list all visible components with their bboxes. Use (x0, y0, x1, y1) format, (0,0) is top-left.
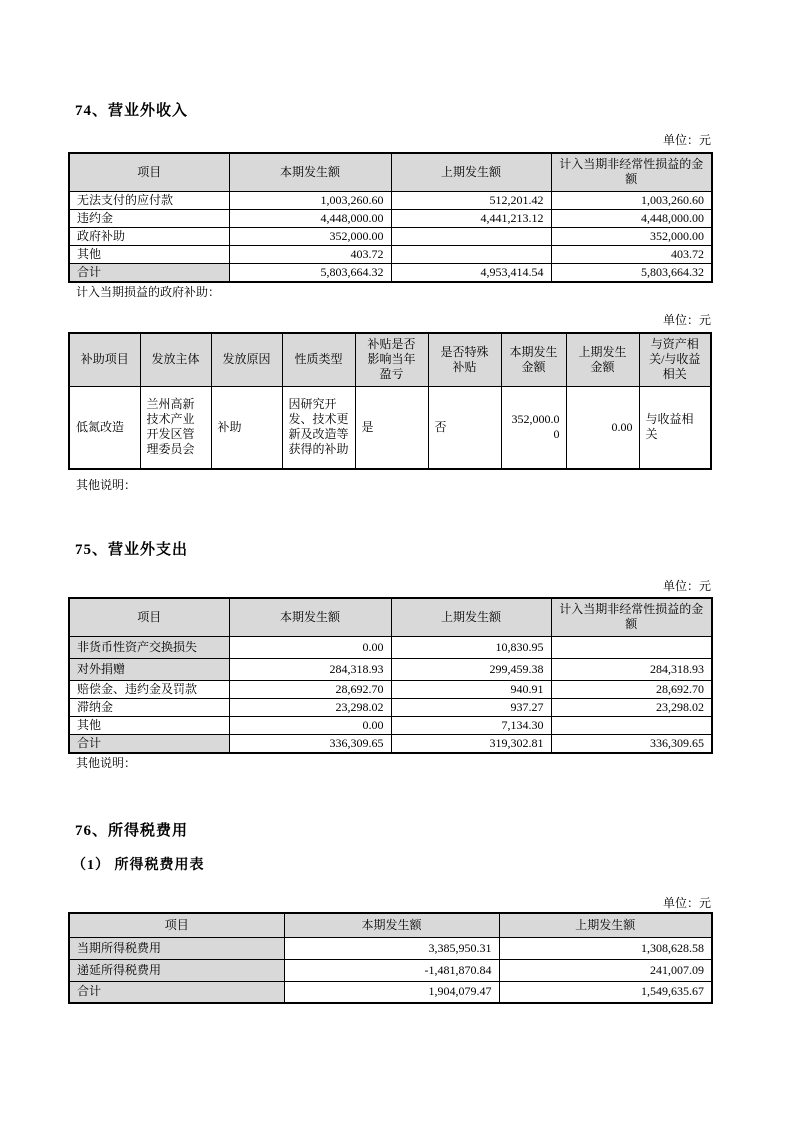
affects-pl-cell: 是 (355, 386, 428, 469)
unit-label: 单位：元 (662, 896, 711, 910)
item-cell: 非货币性资产交换损失 (69, 636, 229, 658)
amount-cell: 284,318.93 (229, 658, 391, 680)
table-row (69, 245, 712, 263)
unit-label: 单位：元 (662, 133, 711, 147)
item-cell: 赔偿金、违约金及罚款 (69, 680, 229, 698)
table-row (69, 680, 712, 698)
item-cell: 当期所得税费用 (69, 937, 284, 959)
amount-cell: 4,441,213.12 (391, 209, 551, 227)
column-header: 项目 (69, 598, 229, 636)
column-header: 计入当期非经常性损益的金额 (551, 153, 712, 191)
table-row (69, 716, 712, 734)
amount-cell: 7,134.30 (391, 716, 551, 734)
item-cell: 其他 (69, 245, 229, 263)
table-row (69, 937, 712, 959)
amount-cell: 4,448,000.00 (551, 209, 712, 227)
grantor-cell: 兰州高新技术产业开发区管理委员会 (140, 386, 211, 469)
amount-cell: 319,302.81 (391, 734, 551, 753)
non-operating-expense-table (68, 597, 713, 754)
amount-cell: 1,308,628.58 (499, 937, 712, 959)
special-subsidy-cell: 否 (428, 386, 501, 469)
amount-cell: 3,385,950.31 (284, 937, 499, 959)
amount-cell: 28,692.70 (229, 680, 391, 698)
amount-cell: 1,904,079.47 (284, 981, 499, 1003)
amount-cell: 1,003,260.60 (551, 191, 712, 209)
amount-cell (551, 716, 712, 734)
column-header: 本期发生额 (284, 913, 499, 937)
amount-cell: 284,318.93 (551, 658, 712, 680)
column-header: 上期发生额 (391, 153, 551, 191)
amount-cell: -1,481,870.84 (284, 959, 499, 981)
table-row (69, 386, 711, 469)
column-header: 本期发生金额 (501, 333, 566, 386)
column-header: 上期发生额 (499, 913, 712, 937)
total-row (69, 263, 712, 282)
amount-cell: 403.72 (229, 245, 391, 263)
nature-cell: 因研究开发、技术更新及改造等获得的补助 (282, 386, 355, 469)
item-cell: 其他 (69, 716, 229, 734)
amount-cell: 4,448,000.00 (229, 209, 391, 227)
amount-cell: 299,459.38 (391, 658, 551, 680)
amount-cell: 23,298.02 (229, 698, 391, 716)
amount-cell: 336,309.65 (551, 734, 712, 753)
total-label-cell: 合计 (69, 263, 229, 282)
unit-label: 单位：元 (662, 313, 711, 327)
related-to-cell: 与收益相关 (639, 386, 711, 469)
column-header: 是否特殊补贴 (428, 333, 501, 386)
amount-cell: 28,692.70 (551, 680, 712, 698)
table-row (69, 227, 712, 245)
other-note-text: 其他说明： (76, 756, 137, 770)
amount-cell (551, 636, 712, 658)
section-75-heading: 75、营业外支出 (75, 542, 189, 558)
table-header-row (69, 913, 712, 937)
table-header-row (69, 333, 711, 386)
subsidy-intro-text: 计入当期损益的政府补助： (76, 285, 221, 299)
total-label-cell: 合计 (69, 734, 229, 753)
income-tax-expense-table (68, 912, 713, 1004)
item-cell: 对外捐赠 (69, 658, 229, 680)
subsidy-project-cell: 低氮改造 (69, 386, 140, 469)
section-76-heading: 76、所得税费用 (75, 823, 189, 839)
table-row (69, 191, 712, 209)
amount-cell: 352,000.00 (551, 227, 712, 245)
section-76-subheading: （1） 所得税费用表 (72, 858, 205, 873)
unit-label: 单位：元 (662, 579, 711, 593)
column-header: 发放原因 (211, 333, 282, 386)
column-header: 补贴是否影响当年盈亏 (355, 333, 428, 386)
table-row (69, 959, 712, 981)
column-header: 项目 (69, 913, 284, 937)
item-cell: 滞纳金 (69, 698, 229, 716)
amount-cell: 5,803,664.32 (229, 263, 391, 282)
non-operating-income-table (68, 152, 713, 283)
amount-cell: 0.00 (566, 386, 639, 469)
column-header: 项目 (69, 153, 229, 191)
government-subsidy-table (68, 332, 712, 470)
amount-cell: 940.91 (391, 680, 551, 698)
amount-cell: 4,953,414.54 (391, 263, 551, 282)
other-note-text: 其他说明： (76, 478, 137, 492)
column-header: 上期发生额 (391, 598, 551, 636)
item-cell: 无法支付的应付款 (69, 191, 229, 209)
amount-cell: 512,201.42 (391, 191, 551, 209)
item-cell: 政府补助 (69, 227, 229, 245)
amount-cell: 1,549,635.67 (499, 981, 712, 1003)
item-cell: 违约金 (69, 209, 229, 227)
column-header: 发放主体 (140, 333, 211, 386)
column-header: 上期发生金额 (566, 333, 639, 386)
amount-cell: 352,000.00 (501, 386, 566, 469)
total-label-cell: 合计 (69, 981, 284, 1003)
table-row (69, 658, 712, 680)
table-header-row (69, 598, 712, 636)
column-header: 补助项目 (69, 333, 140, 386)
amount-cell: 23,298.02 (551, 698, 712, 716)
amount-cell: 241,007.09 (499, 959, 712, 981)
column-header: 本期发生额 (229, 153, 391, 191)
amount-cell: 352,000.00 (229, 227, 391, 245)
amount-cell: 1,003,260.60 (229, 191, 391, 209)
amount-cell: 0.00 (229, 636, 391, 658)
amount-cell: 5,803,664.32 (551, 263, 712, 282)
item-cell: 递延所得税费用 (69, 959, 284, 981)
amount-cell: 403.72 (551, 245, 712, 263)
amount-cell: 937.27 (391, 698, 551, 716)
table-row (69, 636, 712, 658)
amount-cell (391, 245, 551, 263)
amount-cell: 336,309.65 (229, 734, 391, 753)
amount-cell (391, 227, 551, 245)
table-row (69, 698, 712, 716)
section-74-heading: 74、营业外收入 (75, 103, 189, 119)
table-row (69, 209, 712, 227)
table-header-row (69, 153, 712, 191)
column-header: 本期发生额 (229, 598, 391, 636)
amount-cell: 0.00 (229, 716, 391, 734)
total-row (69, 734, 712, 753)
amount-cell: 10,830.95 (391, 636, 551, 658)
reason-cell: 补助 (211, 386, 282, 469)
column-header: 性质类型 (282, 333, 355, 386)
column-header: 计入当期非经常性损益的金额 (551, 598, 712, 636)
total-row (69, 981, 712, 1003)
column-header: 与资产相关/与收益相关 (639, 333, 711, 386)
